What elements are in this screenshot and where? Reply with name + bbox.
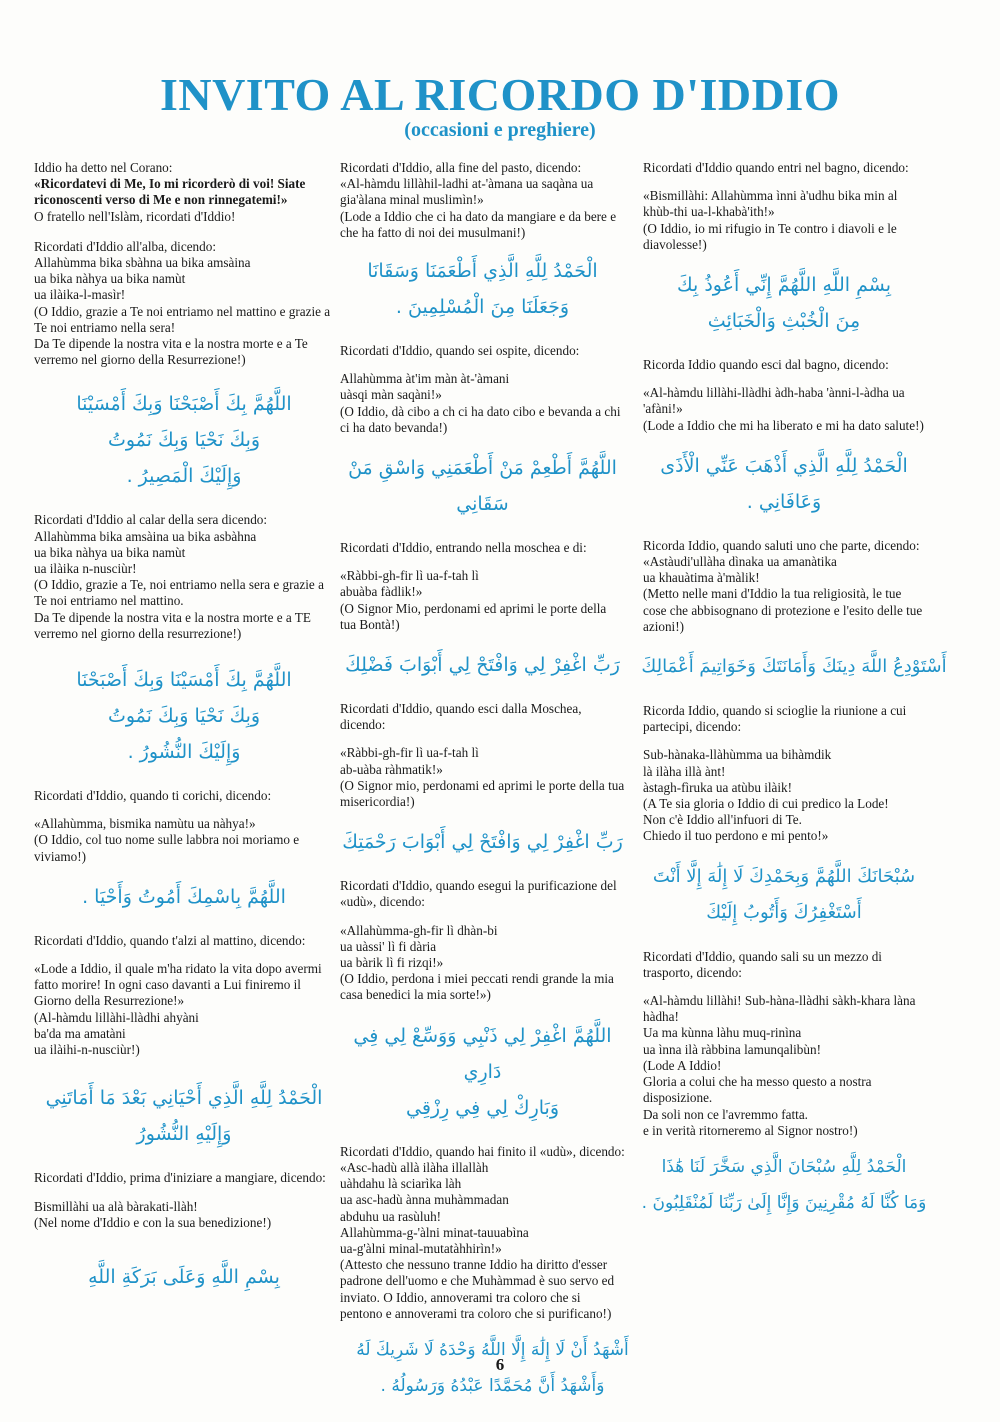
text-line: Allahùmma bika sbàhna ua bika amsàina [34, 255, 251, 271]
section-heading: Ricorda Iddio quando esci dal bagno, dicendo: [643, 357, 889, 373]
section-heading: Ricorda Iddio, quando si scioglie la riunione a cui partecipi, dicendo: [643, 703, 907, 735]
arabic-line: الْحَمْدُ لِلَّهِ الَّذِي أَذْهَبَ عَنِّي الْأَذَى وَعَافَانِي . [660, 454, 908, 513]
sera-block [34, 512, 334, 642]
text-line: ua ilàihi-n-nusciùr!) [34, 1042, 140, 1058]
intro-quote: «Ricordatevi di Me, Io mi ricorderò di voi! Siate riconoscenti verso di Me e non rinnegatemi!» [34, 176, 306, 208]
pasto-block [340, 160, 625, 241]
text-line: «Allahùmma-gh-fir lì dhàn-bi [340, 922, 498, 938]
text-line: «Al-hàmdu lillàhil-ladhi at-'àmana ua saqàna ua gia'àlana minal muslimìn!» [340, 176, 594, 208]
arabic-prayer [34, 1080, 334, 1152]
bagno-out-block [643, 357, 925, 434]
text-line: ua ilàika-l-masìr! [34, 287, 126, 303]
text-line: Allahùmma bika amsàina ua bika asbàhna [34, 528, 257, 544]
text-line: «Ràbbi-gh-fir lì ua-f-tah lì [340, 745, 479, 761]
text-line: (O Iddio, dà cibo a ch ci ha dato cibo e bevanda a chi ci ha dato bevanda!) [340, 403, 621, 435]
section-heading: Ricordati d'Iddio, quando esegui la purificazione del «udù», dicendo: [340, 878, 617, 910]
arabic-prayer [633, 649, 955, 685]
text-line: Ua ma kùnna làhu muq-rinìna [643, 1025, 802, 1041]
udu-fine-block [340, 1144, 625, 1322]
arabic-line: وَأَشْهَدُ أَنَّ مُحَمَّدًا عَبْدُهُ وَرَسُولُهُ . [380, 1375, 605, 1396]
arabic-line: وَإِلَيْهِ النُّشُورُ [136, 1123, 232, 1146]
text-line: (Al-hàmdu lillàhi-llàdhi ahyàni [34, 1009, 199, 1025]
arabic-prayer [643, 267, 925, 339]
arabic-line: وَإِلَيْكَ الْمَصِيرُ . [126, 465, 242, 488]
column-middle [340, 160, 629, 1422]
text-line: Allahùmma àt'im màn àt-'àmani [340, 371, 510, 387]
text-line: (Metto nelle mani d'Iddio la tua religiosità, le tue cose che abbisognano di protezione e l'esito delle tue azioni!) [643, 586, 923, 634]
arabic-line: أَسْتَوْدِعُ اللَّهَ دِينَكَ وَأَمَانَتَكَ وَخَوَاتِيمَ أَعْمَالِكَ [641, 656, 947, 678]
text-line: ua bàrik lì fi rizqi!» [340, 955, 444, 971]
arabic-line: وَإِلَيْكَ النُّشُورُ . [127, 741, 241, 764]
arabic-line: بِسْمِ اللَّهِ وَعَلَى بَرَكَةِ اللَّهِ [88, 1265, 280, 1288]
text-line: uàsqi màn saqàni!» [340, 387, 442, 403]
text-line: (O Signor Mio, perdonami ed aprimi le porte della tua Bontà!) [340, 600, 607, 632]
column-left [34, 160, 334, 1313]
arabic-prayer [34, 662, 334, 770]
text-line: Non c'è Iddio all'infuori di Te. [643, 812, 802, 828]
text-line: ua asc-hadù ànna muhàmmadan [340, 1192, 509, 1208]
trasporto-block [643, 949, 925, 1139]
page-subtitle: (occasioni e preghiere) [404, 119, 596, 141]
text-line: (O Iddio, grazie a Te, noi entriamo nella sera e grazie a Te noi entriamo nel mattino. [34, 577, 324, 609]
text-line: ua-g'àlni minal-mutatàhhirìn!» [340, 1240, 502, 1256]
arabic-line: وَجَعَلَنَا مِنَ الْمُسْلِمِينَ . [395, 296, 570, 319]
section-heading: Ricordati d'Iddio, entrando nella moschea e di: [340, 540, 587, 556]
arabic-line: الْحَمْدُ لِلَّهِ الَّذِي أَطْعَمَنَا وَسَقَانَا [367, 260, 598, 283]
arabic-prayer [34, 386, 334, 494]
arabic-line: سُبْحَانَكَ اللَّهُمَّ وَبِحَمْدِكَ لَا إِلَٰهَ إِلَّا أَنْتَ [652, 865, 916, 887]
section-heading: Ricordati d'Iddio quando entri nel bagno, dicendo: [643, 160, 909, 175]
section-heading: Ricordati d'Iddio, quando esci dalla Moschea, dicendo: [340, 701, 582, 733]
arabic-line: اللَّهُمَّ بِكَ أَصْبَحْنَا وَبِكَ أَمْسَيْنَا [76, 393, 292, 416]
arabic-line: مِنَ الْخُبْثِ وَالْخَبَائِثِ [707, 310, 861, 333]
arabic-line: اللَّهُمَّ اغْفِرْ لِي ذَنْبِي وَوَسِّعْ لِي فِي دَارِي [353, 1024, 612, 1083]
text-line: àstagh-fìruka ua atùbu ilàik! [643, 779, 793, 795]
ospite-block [340, 343, 625, 436]
section-heading: Ricordati d'Iddio, quando sali su un mezzo di trasporto, dicendo: [643, 948, 882, 980]
section-heading: Ricordati d'Iddio, quando t'alzi al mattino, dicendo: [34, 932, 306, 948]
saluti-block [643, 538, 925, 635]
text-line: (Lode A Iddio! [643, 1057, 722, 1073]
arabic-line: أَسْتَغْفِرُكَ وَأَتُوبُ إِلَيْكَ [706, 901, 862, 923]
text-line: «Lode a Iddio, il quale m'ha ridato la vita dopo avermi fatto morire! In ogni caso davanti a Lui finiremo il Giorno della Resurrezione!» [34, 961, 322, 1009]
text-line: Gloria a colui che ha messo questo a nostra disposizione. [643, 1074, 872, 1106]
arabic-prayer [34, 1259, 334, 1295]
section-heading: Ricorda Iddio, quando saluti uno che parte, dicendo: [643, 537, 920, 553]
alba-block [34, 239, 334, 369]
text-line: (A Te sia gloria o Iddio di cui predico la Lode! [643, 796, 889, 812]
section-heading: Ricordati d'Iddio, quando hai finito il «udù», dicendo: [340, 1143, 625, 1159]
arabic-line: اللَّهُمَّ بِكَ أَمْسَيْنَا وَبِكَ أَصْبَحْنَا [76, 669, 292, 692]
arabic-line: وَبِكَ نَحْيَا وَبِكَ نَمُوتُ [107, 429, 261, 452]
moschea-in-block [340, 540, 625, 633]
page-title: INVITO AL RICORDO D'IDDIO [159, 69, 841, 120]
text-line: Ricordati d'Iddio all'alba, dicendo: [34, 238, 216, 254]
section-heading: Ricordati d'Iddio, quando ti corichi, dicendo: [34, 788, 272, 804]
text-line: Ricordati d'Iddio al calar della sera dicendo: [34, 512, 268, 528]
text-line: ua ilàika n-nusciùr! [34, 561, 137, 577]
text-line: (Lode a Iddio che mi ha liberato e mi ha dato salute!) [643, 417, 924, 433]
text-line: ua bika nàhya ua bika namùt [34, 271, 186, 287]
arabic-prayer [643, 859, 925, 931]
text-line: e in verità ritorneremo al Signor nostro!) [643, 1122, 858, 1138]
mattino-block [34, 933, 334, 1058]
arabic-prayer [340, 1018, 625, 1126]
bagno-in-block [643, 160, 925, 253]
intro-block [34, 160, 334, 225]
text-line: (Nel nome d'Iddio e con la sua benedizione!) [34, 1214, 272, 1230]
text-line: Chiedo il tuo perdono e mi pento!» [643, 828, 829, 844]
corichi-block [34, 788, 334, 865]
text-line: ab-uàba ràhmatik!» [340, 761, 443, 777]
text-line: «Al-hàmdu lillàhi! Sub-hàna-llàdhi sàkh-khara làna hàdha! [643, 993, 916, 1025]
arabic-line: وَبِكَ نَحْيَا وَبِكَ نَمُوتُ [107, 705, 261, 728]
text-line: «Al-hàmdu lillàhi-llàdhi àdh-haba 'ànni-l-àdha ua 'afàni!» [643, 385, 905, 417]
text-line: ua khauàtima à'màlik! [643, 570, 760, 586]
arabic-prayer [34, 879, 334, 915]
text-line: (O Iddio, perdona i miei peccati rendi grande la mia casa benedici la mia sorte!») [340, 971, 614, 1003]
text-line: ba'da ma amatàni [34, 1025, 126, 1041]
arabic-line: أَشْهَدُ أَنْ لَا إِلَٰهَ إِلَّا اللَّهُ وَحْدَهُ لَا شَرِيكَ لَهُ [356, 1339, 629, 1360]
page-number: 6 [495, 1355, 505, 1374]
section-heading: Ricordati d'Iddio, quando sei ospite, dicendo: [340, 343, 580, 359]
text-line: «Bismillàhi: Allahùmma ìnni à'udhu bika min al khùb-thi ua-l-khabà'ith!» [643, 188, 898, 220]
text-line: (O Signor mio, perdonami ed aprimi le porte della tua misericordia!) [340, 777, 625, 810]
intro-line: O fratello nell'Islàm, ricordati d'Iddio! [34, 208, 236, 224]
mangiare-block [34, 1170, 334, 1231]
text-line: Da Te dipende la nostra vita e la nostra morte e a TE verremo nel giorno della resurrezione!) [34, 609, 311, 641]
intro-line: Iddio ha detto nel Corano: [34, 160, 173, 175]
column-right [641, 160, 947, 1239]
text-line: «Allahùmma, bismika namùtu ua nàhya!» [34, 816, 256, 832]
arabic-prayer-trasporto [633, 1149, 935, 1221]
text-line: (O Iddio, io mi rifugio in Te contro i diavoli e le diavolesse!) [643, 220, 897, 252]
text-line: ua bika nàhya ua bika namùt [34, 544, 186, 560]
arabic-prayer [340, 824, 625, 860]
arabic-line: اللَّهُمَّ أَطْعِمْ مَنْ أَطْعَمَنِي وَاسْقِ مَنْ سَقَانِي [348, 457, 617, 516]
text-line: Da soli non ce l'avremmo fatta. [643, 1106, 808, 1122]
arabic-line: الْحَمْدُ لِلَّهِ الَّذِي أَحْيَانِي بَعْدَ مَا أَمَاتَنِي [45, 1087, 323, 1110]
text-line: abuàba fàdlik!» [340, 584, 423, 600]
text-line: (O Iddio, col tuo nome sulle labbra noi moriamo e viviamo!) [34, 832, 300, 864]
arabic-prayer [643, 448, 925, 520]
arabic-line: رَبِّ اغْفِرْ لِي وَافْتَحْ لِي أَبْوَابَ فَضْلِكَ [345, 654, 620, 677]
riunione-block [643, 703, 925, 845]
moschea-out-block [340, 701, 625, 810]
arabic-prayer [340, 450, 625, 522]
text-line: (O Iddio, grazie a Te noi entriamo nel mattino e grazie a Te noi entriamo nella sera! [34, 303, 331, 335]
text-line: (Lode a Iddio che ci ha dato da mangiare e da bere e che ha fatto di noi dei musulmani!) [340, 208, 617, 240]
section-heading: Ricordati d'Iddio, prima d'iniziare a mangiare, dicendo: [34, 1170, 326, 1186]
text-line: «Astàudi'ullàha dìnaka ua amanàtika [643, 554, 837, 570]
arabic-line: وَمَا كُنَّا لَهُ مُقْرِنِينَ وَإِنَّا إِلَىٰ رَبِّنَا لَمُنْقَلِبُونَ . [641, 1192, 927, 1213]
text-line: (Attesto che nessuno tranne Iddio ha diritto d'esser padrone dell'uomo e che Muhàmmad è suo servo ed inviato. O Iddio, annoverami tra coloro che si pentono e annoverami tra coloro che si purificano!) [340, 1257, 615, 1321]
text-line: «Ràbbi-gh-fir lì ua-f-tah lì [340, 568, 479, 584]
text-line: Allahùmma-g-'àlni minat-tauuabìna [340, 1224, 529, 1240]
text-line: Ricordati d'Iddio, alla fine del pasto, dicendo: [340, 160, 582, 175]
purificazione-block [340, 878, 625, 1003]
arabic-prayer [340, 647, 625, 683]
text-line: Da Te dipende la nostra vita e la nostra morte e a Te verremo nel giorno della Resurrezione!) [34, 336, 308, 368]
text-line: ua uàssi' lì fi dària [340, 938, 437, 954]
arabic-line: وَبَارِكْ لِي فِي رِزْقِي [405, 1096, 560, 1119]
text-line: Bismillàhi ua alà bàrakati-llàh! [34, 1198, 198, 1214]
text-line: là ilàha illà ànt! [643, 763, 726, 779]
arabic-line: بِسْمِ اللَّهِ اللَّهُمَّ إِنِّي أَعُوذُ بِكَ [677, 274, 891, 297]
text-line: «Asc-hadù allà ilàha illallàh [340, 1159, 489, 1175]
text-line: abduhu ua rasùluh! [340, 1208, 442, 1224]
arabic-line: الْحَمْدُ لِلَّهِ سُبْحَانَ الَّذِي سَخَّرَ لَنَا هَٰذَا [661, 1156, 907, 1177]
text-line: ua ìnna ilà ràbbina lamunqalibùn! [643, 1041, 821, 1057]
text-line: Sub-hànaka-llàhùmma ua bihàmdik [643, 747, 832, 763]
arabic-line: اللَّهُمَّ بِاسْمِكَ أَمُوتُ وَأَحْيَا . [82, 885, 286, 908]
arabic-prayer [340, 253, 625, 325]
text-line: uàhdahu là sciarìka làh [340, 1176, 462, 1192]
arabic-line: رَبِّ اغْفِرْ لِي وَافْتَحْ لِي أَبْوَابَ رَحْمَتِكَ [342, 831, 623, 854]
